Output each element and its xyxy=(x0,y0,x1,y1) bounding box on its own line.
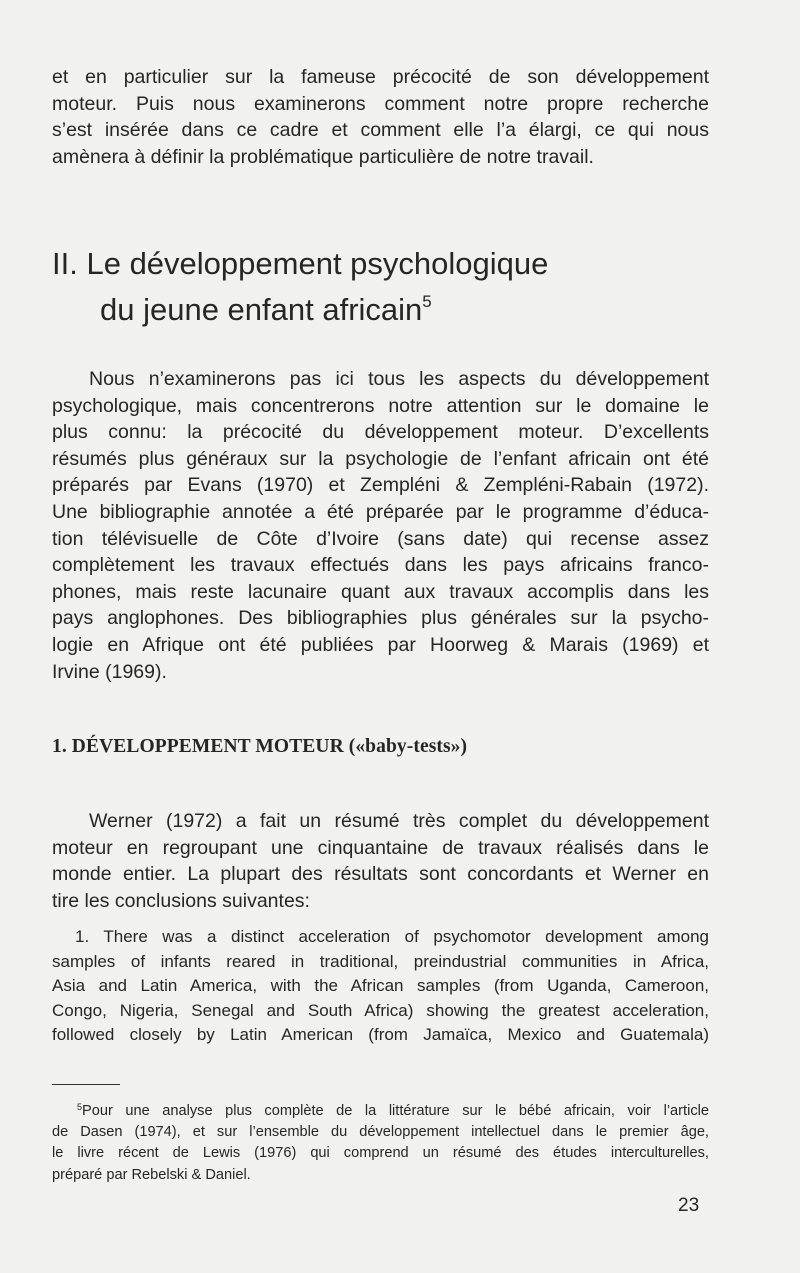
body-paragraph xyxy=(52,366,709,685)
text-line: complètement les travaux effectués dans les pays africains franco- xyxy=(52,554,709,577)
section-title-line2: du jeune enfant africain xyxy=(100,292,423,327)
footnote-reference: 5 xyxy=(422,292,432,311)
footnote-line xyxy=(52,1097,709,1122)
footnote-divider xyxy=(52,1084,120,1085)
quote-line: 1. There was a distinct acceleration of psychomotor development among xyxy=(75,927,709,946)
text-line: Irvine (1969). xyxy=(52,660,167,683)
quote-line: samples of infants reared in traditional, preindustrial communities in Africa, xyxy=(52,951,709,971)
text-line: tion télévisuelle de Côte d’Ivoire (sans date) qui recense assez xyxy=(52,527,709,550)
text-line: logie en Afrique ont été publiées par Hoorweg & Marais (1969) et xyxy=(52,633,709,656)
footnote-line: préparé par Rebelski & Daniel. xyxy=(52,1166,251,1183)
footnote-line: de Dasen (1974), et sur l’ensemble du développement intellectuel dans le premier âge, xyxy=(52,1124,709,1141)
footnote xyxy=(52,1097,709,1186)
text-line: psychologique, mais concentrerons notre attention sur le domaine le xyxy=(52,394,709,417)
page-number: 23 xyxy=(678,1195,700,1216)
text-line: et en particulier sur la fameuse précocité de son développement xyxy=(52,66,709,88)
section-title-line1: Le développement psychologique xyxy=(86,246,549,281)
text-line: pays anglophones. Des bibliographies plus générales sur la psycho- xyxy=(52,607,709,630)
block-quote xyxy=(52,925,709,1048)
text-line: phones, mais reste lacunaire quant aux travaux accomplis dans les xyxy=(52,580,709,603)
text-line: monde entier. La plupart des résultats sont concordants et Werner en xyxy=(52,863,709,886)
footnote-text: Pour une analyse plus complète de la littérature sur le bébé africain, voir l’article xyxy=(82,1103,709,1119)
text-line: préparés par Evans (1970) et Zempléni & Zempléni-Rabain (1972). xyxy=(52,474,709,497)
text-line: résumés plus généraux sur la psychologie de l’enfant africain ont été xyxy=(52,447,709,470)
text-line: Une bibliographie annotée a été préparée par le programme d’éduca- xyxy=(52,500,709,523)
intro-paragraph xyxy=(52,64,709,170)
footnote-line: le livre récent de Lewis (1976) qui comprend un résumé des études interculturelles, xyxy=(52,1145,709,1162)
quote-line: Congo, Nigeria, Senegal and South Africa) showing the greatest acceleration, xyxy=(52,1000,709,1020)
text-line: tire les conclusions suivantes: xyxy=(52,889,310,912)
text-line: s’est insérée dans ce cadre et comment elle l’a élargi, ce qui nous xyxy=(52,119,709,142)
section-heading xyxy=(52,245,709,329)
text-line: plus connu: la précocité du développement moteur. D’excellents xyxy=(52,421,709,444)
footnote-marker: 5 xyxy=(77,1102,83,1112)
text-line: Nous n’examinerons pas ici tous les aspects du développement xyxy=(89,368,709,390)
subsection-heading: 1. DÉVELOPPEMENT MOTEUR («baby-tests») xyxy=(52,736,468,757)
text-line: moteur en regroupant une cinquantaine de travaux réalisés dans le xyxy=(52,836,709,859)
text-line: amènera à définir la problématique particulière de notre travail. xyxy=(52,145,594,168)
body-paragraph xyxy=(52,808,709,914)
quote-line: Asia and Latin America, with the African samples (from Uganda, Cameroon, xyxy=(52,976,709,996)
section-number: II. xyxy=(52,246,78,281)
quote-line: followed closely by Latin American (from Jamaïca, Mexico and Guatemala) xyxy=(52,1025,709,1045)
text-line: moteur. Puis nous examinerons comment notre propre recherche xyxy=(52,92,709,115)
text-line: Werner (1972) a fait un résumé très complet du développement xyxy=(89,810,709,832)
